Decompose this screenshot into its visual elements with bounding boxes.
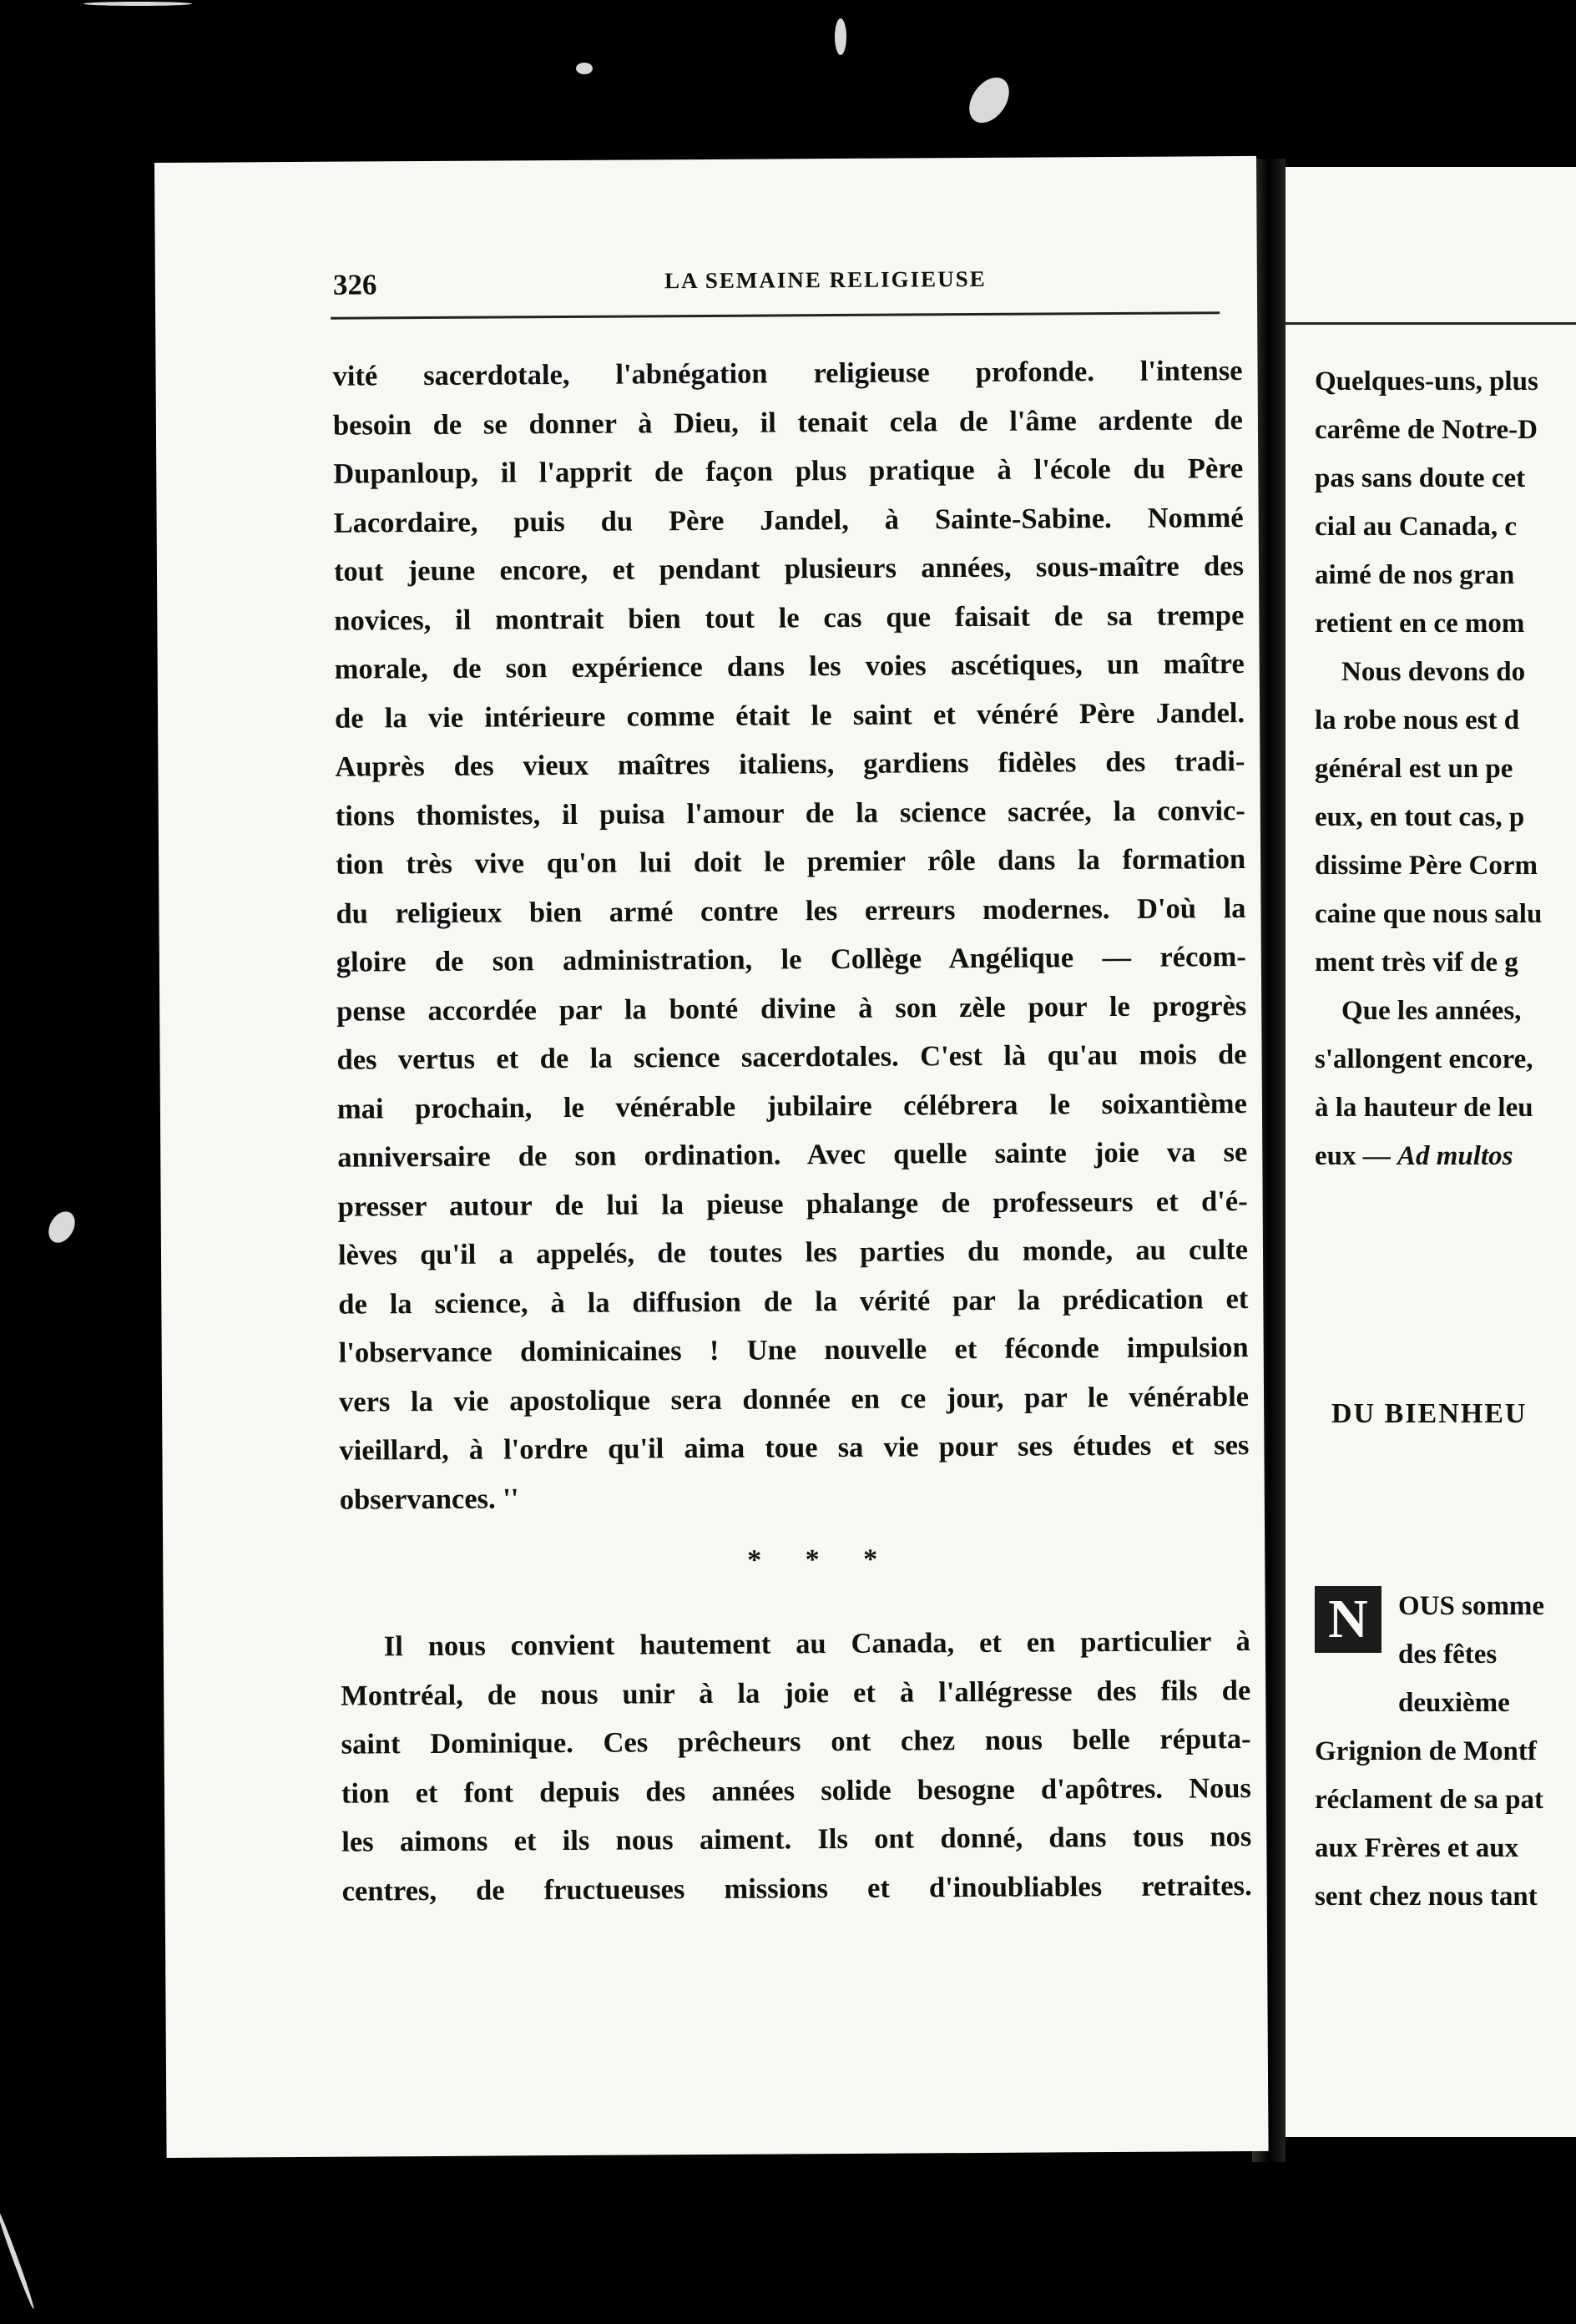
scan-speck bbox=[961, 70, 1017, 130]
text-line: des vertus et de la science sacerdotales. C'est là qu'au mois de bbox=[336, 1038, 1247, 1076]
scan-speck bbox=[0, 2206, 36, 2310]
text-line: pas sans doute cet bbox=[1315, 463, 1526, 493]
text-line: eux — Ad multos bbox=[1315, 1141, 1513, 1171]
text-line: vieillard, à l'ordre qu'il aima toue sa vie pour ses études et ses bbox=[339, 1429, 1250, 1467]
scan-speck bbox=[576, 63, 593, 74]
body-paragraph-2 bbox=[341, 1617, 1252, 1916]
text-line: carême de Notre-D bbox=[1315, 415, 1538, 445]
text-line: saint Dominique. Ces prêcheurs ont chez nous belle réputa- bbox=[341, 1723, 1251, 1761]
text-line: Auprès des vieux maîtres italiens, gardiens fidèles des tradi- bbox=[335, 745, 1245, 783]
text-line: Grignion de Montf bbox=[1315, 1736, 1537, 1766]
text-line: Dupanloup, il l'apprit de façon plus pratique à l'école du Père bbox=[333, 452, 1244, 490]
page-header bbox=[333, 263, 1218, 318]
page-number: 326 bbox=[332, 268, 377, 301]
text-line: du religieux bien armé contre les erreurs modernes. D'où la bbox=[336, 892, 1246, 930]
text-line: gloire de son administration, le Collège Angélique — récom- bbox=[336, 941, 1246, 978]
text-line: mai prochain, le vénérable jubilaire célébrera le soixantième bbox=[336, 1087, 1248, 1125]
right-page bbox=[1286, 167, 1576, 2137]
text-line: tion et font depuis des années solide besogne d'apôtres. Nous bbox=[341, 1771, 1252, 1810]
text-line: cial au Canada, c bbox=[1315, 512, 1518, 542]
text-line: aux Frères et aux bbox=[1315, 1833, 1519, 1863]
left-page bbox=[154, 156, 1269, 2158]
text-line: les aimons et ils nous aiment. Ils ont donné, dans tous nos bbox=[341, 1821, 1252, 1858]
text-line: des fêtes bbox=[1398, 1639, 1498, 1670]
text-line: tout jeune encore, et pendant plusieurs années, sous-maître des bbox=[333, 550, 1245, 588]
scan-speck bbox=[83, 2, 192, 6]
running-title: LA SEMAINE RELIGIEUSE bbox=[664, 265, 987, 294]
dropcap-initial: N bbox=[1315, 1586, 1382, 1653]
text-line: de la vie intérieure comme était le saint et vénéré Père Jandel. bbox=[334, 696, 1245, 735]
text-line: observances. '' bbox=[339, 1482, 519, 1516]
text-line: lèves qu'il a appelés, de toutes les parties du monde, au culte bbox=[337, 1234, 1249, 1271]
text-line: l'observance dominicaines ! Une nouvelle et féconde impulsion bbox=[338, 1331, 1249, 1369]
body-paragraph-1 bbox=[332, 346, 1250, 1524]
text-line: caine que nous salu bbox=[1315, 899, 1543, 929]
text-line: centres, de fructueuses missions et d'inoubliables retraites. bbox=[341, 1869, 1252, 1907]
text-line: eux, en tout cas, p bbox=[1315, 802, 1525, 832]
scan-speck bbox=[835, 18, 846, 55]
text-line: tions thomistes, il puisa l'amour de la science sacrée, la convic- bbox=[335, 794, 1245, 832]
scan-speck bbox=[43, 1207, 80, 1248]
text-line: Lacordaire, puis du Père Jandel, à Sainte-Sabine. Nommé bbox=[333, 501, 1244, 539]
text-line: aimé de nos gran bbox=[1315, 560, 1515, 590]
section-heading: DU BIENHEU bbox=[1331, 1398, 1528, 1429]
text-line: sent chez nous tant bbox=[1315, 1882, 1538, 1912]
text-line: général est un pe bbox=[1315, 754, 1513, 784]
right-paragraph-2 bbox=[1315, 1582, 1576, 1921]
text-line: Il nous convient hautement au Canada, et en particulier à bbox=[383, 1625, 1250, 1663]
text-line: morale, de son expérience dans les voies ascétiques, un maître bbox=[334, 648, 1245, 685]
text-line: OUS somme bbox=[1398, 1591, 1545, 1621]
text-line: Quelques-uns, plus bbox=[1315, 366, 1538, 397]
text-line: Que les années, bbox=[1341, 996, 1522, 1026]
text-line: pense accordée par la bonté divine à son zèle pour le progrès bbox=[336, 989, 1247, 1028]
text-line: presser autour de lui la pieuse phalange de professeurs et d'é- bbox=[337, 1185, 1248, 1223]
text-line: s'allongent encore, bbox=[1315, 1044, 1533, 1074]
text-line: vité sacerdotale, l'abnégation religieuse profonde. l'intense bbox=[332, 355, 1243, 392]
text-line: de la science, à la diffusion de la vérité par la prédication et bbox=[338, 1282, 1249, 1321]
text-line: réclament de sa pat bbox=[1315, 1785, 1544, 1815]
right-paragraph-1 bbox=[1315, 357, 1576, 1180]
section-separator: * * * bbox=[747, 1543, 897, 1576]
text-line: deuxième bbox=[1398, 1688, 1510, 1718]
text-line: tion très vive qu'on lui doit le premier rôle dans la formation bbox=[336, 843, 1246, 881]
text-line: novices, il montrait bien tout le cas que faisait de sa trempe bbox=[334, 599, 1245, 637]
text-line: dissime Père Corm bbox=[1315, 851, 1538, 881]
text-line: à la hauteur de leu bbox=[1315, 1093, 1533, 1123]
right-header-rule bbox=[1286, 322, 1576, 325]
text-line: la robe nous est d bbox=[1315, 705, 1520, 735]
text-line: Montréal, de nous unir à la joie et à l'allégresse des fils de bbox=[341, 1674, 1251, 1712]
text-line: besoin de se donner à Dieu, il tenait cela de l'âme ardente de bbox=[332, 403, 1244, 442]
text-line: retient en ce mom bbox=[1315, 609, 1525, 639]
text-line: vers la vie apostolique sera donnée en ce jour, par le vénérable bbox=[338, 1380, 1250, 1418]
text-line: ment très vif de g bbox=[1315, 947, 1518, 978]
text-line: Nous devons do bbox=[1341, 657, 1526, 687]
text-line: anniversaire de son ordination. Avec quelle sainte joie va se bbox=[337, 1136, 1248, 1174]
